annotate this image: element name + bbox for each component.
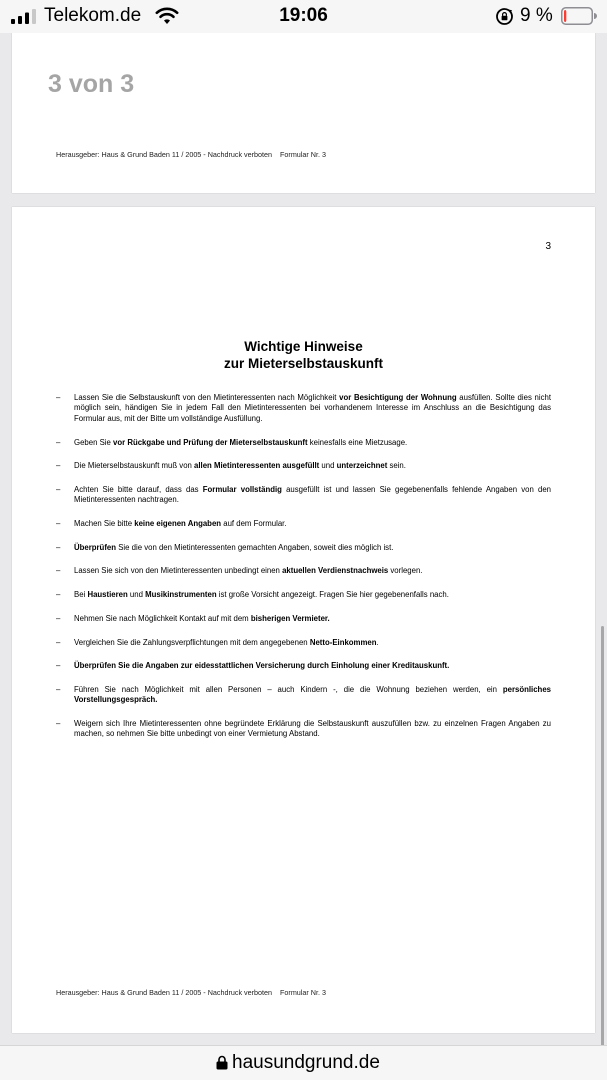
note-text: Sie die von den Mietinteressenten gemachten Angaben, soweit dies möglich ist. bbox=[116, 542, 394, 552]
footer-publisher: Herausgeber: Haus & Grund Baden 11 / 2005 - Nachdruck verboten bbox=[56, 150, 273, 159]
document-title bbox=[12, 338, 595, 372]
status-time: 19:06 bbox=[279, 5, 328, 26]
note-item bbox=[56, 614, 551, 624]
note-text: Geben Sie bbox=[74, 437, 114, 447]
footer-publisher: Herausgeber: Haus & Grund Baden 11 / 2005 - Nachdruck verboten bbox=[56, 988, 273, 997]
page-number: 3 bbox=[545, 241, 551, 252]
status-bar bbox=[0, 0, 607, 33]
note-emphasis: Netto-Einkommen bbox=[309, 637, 377, 647]
note-text: und bbox=[127, 590, 146, 600]
note-item bbox=[56, 519, 551, 529]
note-text: ausgefüllt ist und lassen Sie gegebenenfalls fehlende Angaben von den Mietinteressenten nachtragen. bbox=[74, 484, 551, 505]
note-text: Achten Sie bitte darauf, dass das bbox=[74, 484, 203, 494]
url-domain[interactable]: hausundgrund.de bbox=[232, 1052, 380, 1073]
note-item bbox=[56, 393, 551, 424]
note-text: vorlegen. bbox=[388, 566, 423, 576]
note-text: ausfüllen. Sollte dies nicht möglich sein, händigen Sie in jedem Fall den Mietinteressenten bei vorhandenem Interesse im Anschluss an die Besichtigung das Formular aus, mit der Bitte um vollständige Ausfüllung. bbox=[74, 393, 552, 423]
note-item bbox=[56, 543, 551, 553]
note-text: sein. bbox=[387, 461, 406, 471]
title-line-1: Wichtige Hinweise bbox=[244, 339, 363, 354]
note-emphasis: aktuellen Verdienstnachweis bbox=[282, 566, 389, 576]
carrier-name: Telekom.de bbox=[44, 5, 142, 26]
note-emphasis: Überprüfen bbox=[74, 542, 117, 552]
note-item bbox=[56, 685, 551, 706]
note-emphasis: vor Rückgabe und Prüfung der Mieterselbstauskunft bbox=[113, 437, 308, 447]
note-item bbox=[56, 661, 551, 671]
note-emphasis: Überprüfen Sie die Angaben zur eidesstattlichen Versicherung durch Einholung einer Kreditauskunft. bbox=[74, 661, 450, 671]
note-emphasis: Haustieren bbox=[87, 590, 128, 600]
note-text: Vergleichen Sie die Zahlungsverpflichtungen mit dem angegebenen bbox=[74, 637, 310, 647]
note-text: Nehmen Sie nach Möglichkeit Kontakt auf mit dem bbox=[74, 613, 251, 623]
note-item bbox=[56, 590, 551, 600]
note-text: Führen Sie nach Möglichkeit mit allen Personen – auch Kindern -, die die Wohnung beziehen werden, ein bbox=[74, 684, 503, 694]
rotation-lock-icon bbox=[495, 7, 514, 26]
note-text: . bbox=[376, 637, 379, 647]
note-emphasis: bisherigen Vermieter. bbox=[250, 613, 330, 623]
note-emphasis: persönliches Vorstellungsgespräch. bbox=[74, 684, 551, 705]
pdf-page-3 bbox=[12, 207, 595, 1033]
note-item bbox=[56, 438, 551, 448]
note-text: auf dem Formular. bbox=[221, 519, 287, 529]
note-emphasis: allen Mietinteressenten ausgefüllt bbox=[194, 461, 320, 471]
lock-icon bbox=[216, 1055, 228, 1070]
note-text: und bbox=[319, 461, 337, 471]
pdf-viewer[interactable] bbox=[0, 33, 607, 1045]
note-text: Bei bbox=[74, 590, 88, 600]
title-line-2: zur Mieterselbstauskunft bbox=[223, 356, 384, 371]
note-emphasis: keine eigenen Angaben bbox=[134, 519, 222, 529]
note-item bbox=[56, 566, 551, 576]
note-emphasis: Musikinstrumenten bbox=[145, 590, 217, 600]
note-item bbox=[56, 719, 551, 740]
note-item bbox=[56, 461, 551, 471]
note-text: Machen Sie bitte bbox=[74, 519, 135, 529]
url-bar[interactable] bbox=[0, 1045, 607, 1080]
footer-form-number: Formular Nr. 3 bbox=[280, 150, 326, 159]
page-footer bbox=[56, 150, 326, 159]
note-item bbox=[56, 485, 551, 506]
scrollbar[interactable] bbox=[601, 626, 604, 1045]
page-indicator: 3 von 3 bbox=[48, 70, 135, 98]
pdf-page-previous bbox=[12, 33, 595, 193]
note-emphasis: Formular vollständig bbox=[202, 484, 282, 494]
notes-list bbox=[56, 393, 551, 753]
battery-percent: 9 % bbox=[520, 5, 553, 26]
battery-icon bbox=[561, 7, 597, 25]
note-emphasis: unterzeichnet bbox=[336, 461, 388, 471]
page-footer bbox=[56, 988, 326, 997]
note-text: Weigern sich Ihre Mietinteressenten ohne begründete Erklärung die Selbstauskunft auszufüllen bzw. zu einzelnen Fragen Angaben zu machen, so nehmen Sie bitte unbedingt von einer Vermietung Abstand. bbox=[74, 719, 551, 739]
note-text: Lassen Sie die Selbstauskunft von den Mietinteressenten nach Möglichkeit bbox=[74, 393, 340, 402]
note-text: Die Mieterselbstauskunft muß von bbox=[74, 461, 195, 471]
note-text: keinesfalls eine Mietzusage. bbox=[307, 437, 408, 447]
note-item bbox=[56, 638, 551, 648]
footer-form-number: Formular Nr. 3 bbox=[280, 988, 326, 997]
note-text: ist große Vorsicht angezeigt. Fragen Sie hier gegebenenfalls nach. bbox=[216, 590, 449, 600]
note-text: Lassen Sie sich von den Mietinteressenten unbedingt einen bbox=[74, 566, 283, 576]
note-emphasis: vor Besichtigung der Wohnung bbox=[339, 393, 457, 402]
